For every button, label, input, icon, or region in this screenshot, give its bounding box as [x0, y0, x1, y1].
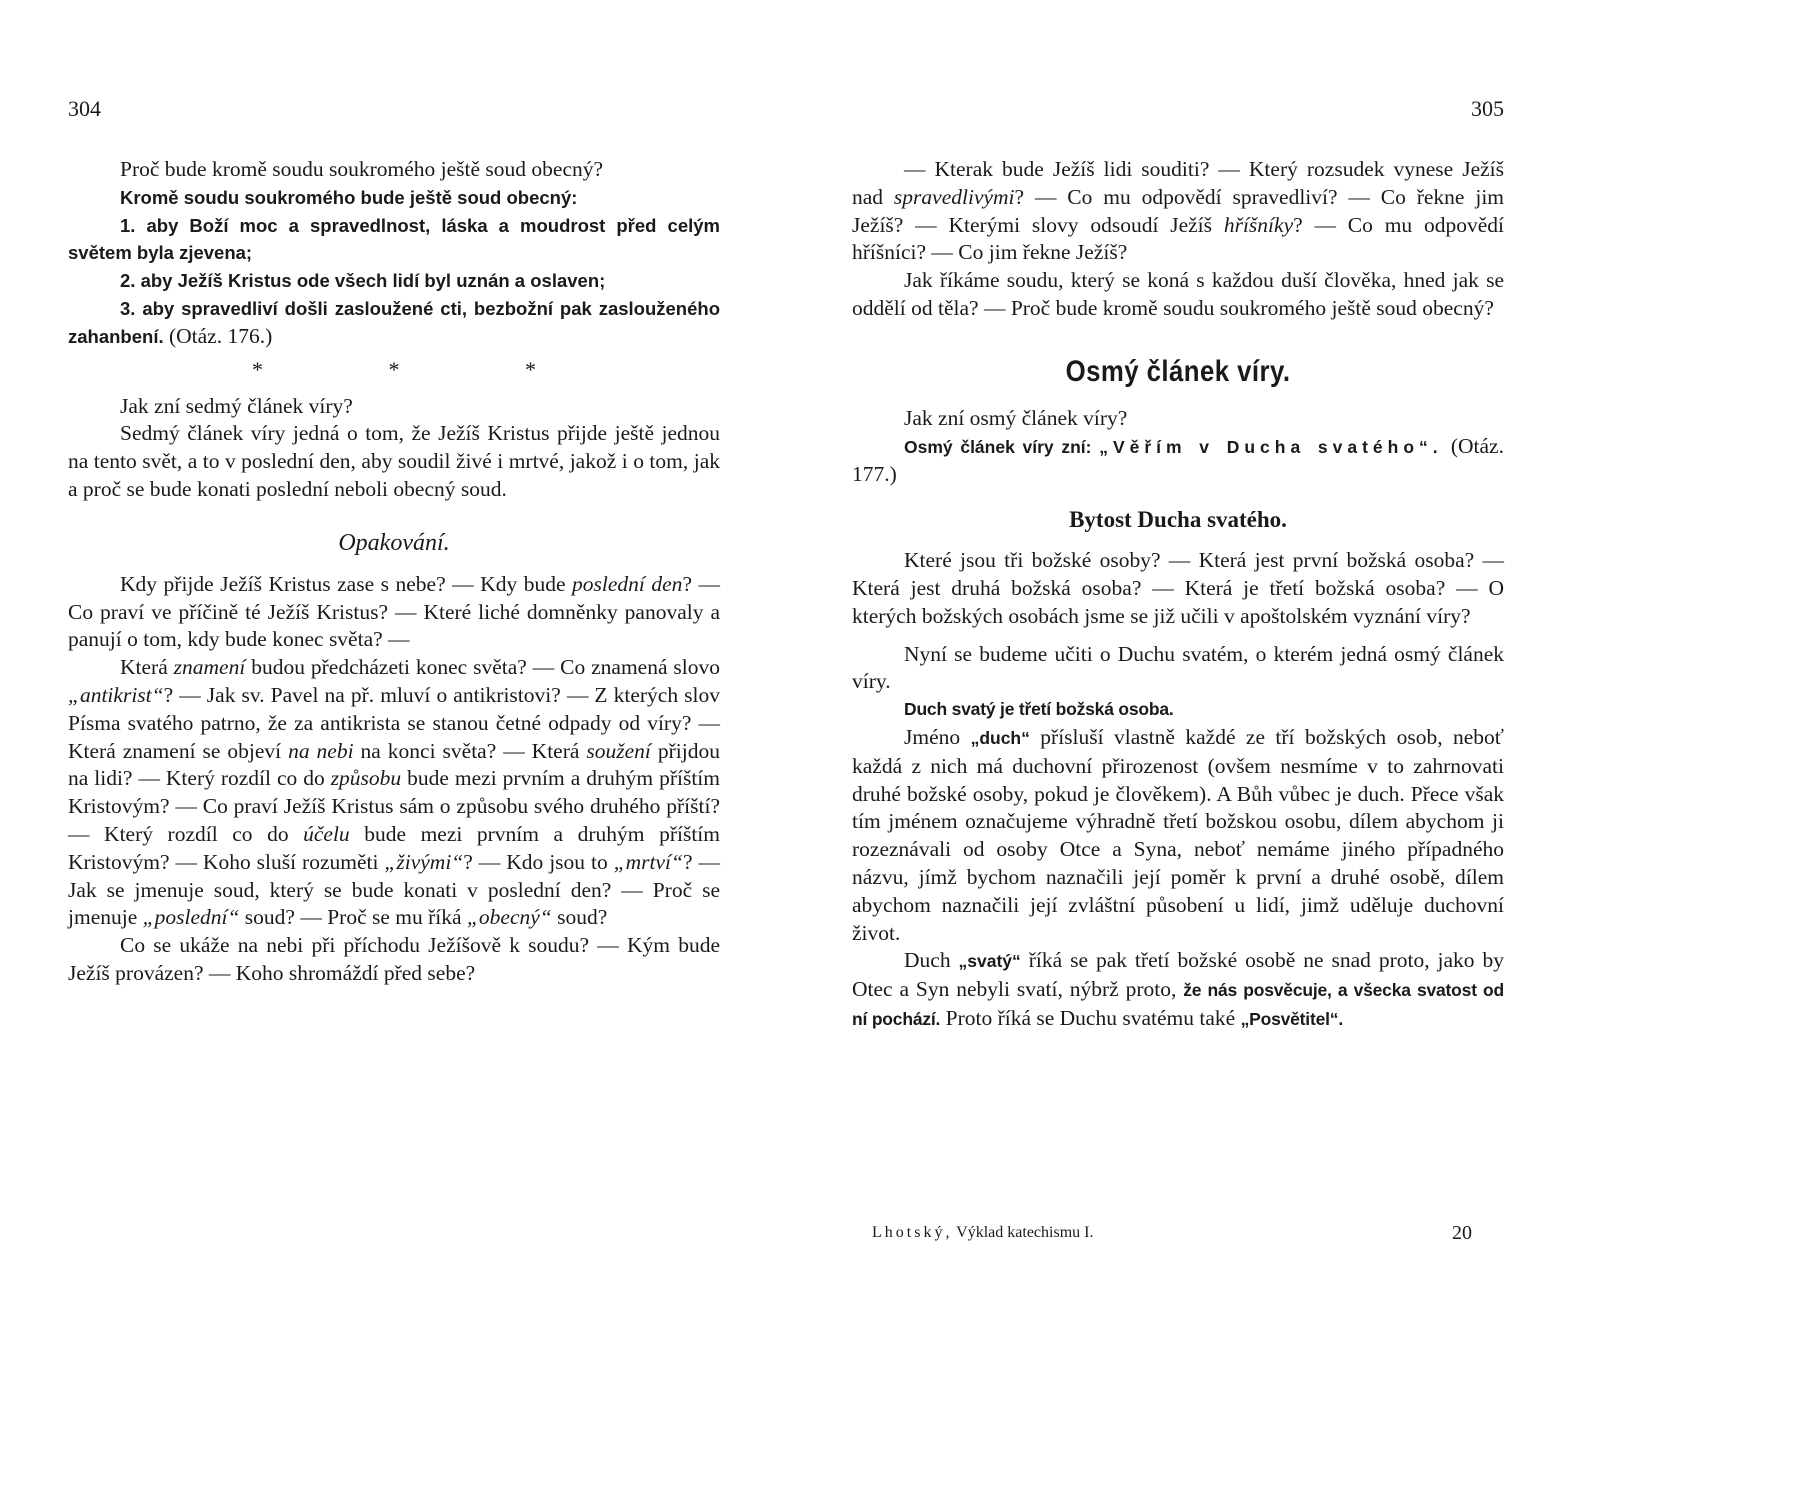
text-run: bude mezi prvním a druhým příštím Kristovým? — Co praví Ježíš Kristus sám o způsobu svého druhého příští? — Který rozdíl co do — [68, 766, 721, 846]
answer-intro: Kromě soudu soukromého bude ještě soud obecný: — [120, 186, 578, 208]
review-paragraph-1 — [68, 571, 720, 654]
text-run: ? — Kdo jsou to — [463, 849, 614, 874]
text-run: přijdou na lidi? — Který rozdíl co do — [68, 738, 720, 791]
italic-run: „mrtví“ — [613, 849, 683, 874]
text-run: Duch — [904, 948, 959, 973]
italic-run: „antikrist“ — [68, 682, 164, 707]
text-run: Která — [120, 655, 174, 680]
paragraph-name-holy — [852, 947, 1504, 1033]
answer-eighth-article — [852, 433, 1504, 490]
text-run: — Kterak bude Ježíš lidi souditi? — Který rozsudek vynese Ježíš nad — [852, 157, 1504, 209]
paragraph-holy-spirit-intro: Nyní se budeme učiti o Duchu svatém, o kterém jedná osmý článek víry. — [852, 641, 1504, 694]
text-run: soud? — Proč se mu říká — [239, 905, 467, 930]
text-run: Jméno — [904, 724, 971, 749]
left-column — [68, 156, 720, 988]
bold-run: „svatý“ — [958, 951, 1021, 972]
question-general-judgment: Proč bude kromě soudu soukromého ještě soud obecný? — [120, 157, 604, 181]
italic-run: soužení — [586, 738, 651, 763]
answer-item-1: 1. aby Boží moc a spravedlnost, láska a moudrost před celým světem byla zjevena; — [68, 214, 720, 264]
review-paragraph-2 — [68, 654, 720, 932]
text-run: ? — Jak se jmenuje soud, který se bude konati v poslední den? — Proč se jmenuje — [68, 849, 720, 930]
thesis-third-person: Duch svatý je třetí božská osoba. — [904, 699, 1174, 720]
italic-run: na nebi — [288, 738, 354, 763]
paragraph-gap — [852, 631, 1504, 641]
review-paragraph-3: Co se ukáže na nebi při příchodu Ježíšově k soudu? — Kým bude Ježíš provázen? — Koho shromáždí před sebe? — [68, 933, 720, 985]
question-eighth-article: Jak zní osmý článek víry? — [904, 405, 1128, 430]
text-run: ? — Co praví ve příčině té Ježíš Kristus? — Které liché domněnky panovaly a panují o tom, kdy bude konec světa? — — [68, 571, 720, 652]
footer-book-title: Výklad katechismu I. — [956, 1224, 1094, 1241]
text-run: Proto říká se Duchu svatému také — [940, 1005, 1241, 1030]
review-heading: Opakování. — [338, 529, 450, 556]
text-run: říká se pak třetí božské osobě ne snad proto, jako by Otec a Syn nebyli svatí, nýbrž proto, — [852, 948, 1504, 1002]
answer-item-3: 3. aby spravedliví došli zasloužené cti, bezbožní pak zaslouženého zahanbení. — [68, 297, 720, 347]
italic-run: spravedlivými — [893, 184, 1015, 209]
italic-run: účelu — [303, 821, 350, 846]
answer-eighth-intro: Osmý článek víry zní: — [904, 436, 1100, 457]
text-run: ? — Jak sv. Pavel na př. mluví o antikristovi? — Z kterých slov Písma svatého patrno, že za antikrista se stanou četné odpady od víry? — Která znamení se objeví — [68, 682, 720, 763]
paragraph-divine-persons: Které jsou tři božské osoby? — Která jest první božská osoba? — Která jest druhá božská osoba? — Která je třetí božská osoba? — O kterých božských osobách jsme se již učili v apoštolském vyznání víry? — [852, 548, 1504, 628]
review-paragraph-judgment: Jak říkáme soudu, který se koná s každou duší člověka, hned jak se oddělí od těla? — Proč bude kromě soudu soukromého ještě soud obecný? — [852, 268, 1504, 320]
italic-run: hříšníky — [1223, 212, 1294, 237]
text-run: ? — Co mu odpovědí spravedliví? — Co řekne jim Ježíš? — Kterými slovy odsoudí Ježíš — [852, 184, 1505, 237]
seventh-article-explanation: Sedmý článek víry jedná o tom, že Ježíš Kristus přijde ještě jednou na tento svět, a to v poslední den, aby soudil živé i mrtvé, jakož i o tom, jak a proč se bude konati poslední neboli obecný soud. — [68, 421, 720, 501]
answer-eighth-reference: (Otáz. 177.) — [852, 433, 1504, 487]
page-number-right: 305 — [1471, 96, 1504, 121]
signature-number: 20 — [1452, 1222, 1472, 1244]
right-column — [852, 156, 1504, 1034]
answer-reference: (Otáz. 176.) — [168, 323, 273, 348]
review-paragraph-continued — [852, 156, 1504, 267]
answer-item-2: 2. aby Ježíš Kristus ode všech lidí byl uznán a oslaven; — [120, 270, 606, 292]
italic-run: „poslední“ — [142, 905, 240, 930]
italic-run: znamení — [173, 655, 246, 680]
italic-run: „živými“ — [384, 849, 464, 874]
text-run: budou předcházeti konec světa? — Co znamená slovo — [245, 655, 720, 680]
chapter-title: Osmý článek víry. — [1065, 354, 1291, 388]
italic-run: způsobu — [330, 766, 402, 791]
page-footer — [872, 1224, 1472, 1242]
section-subheading: Bytost Ducha svatého. — [1069, 507, 1287, 533]
footer-author: Lhotský, — [872, 1224, 953, 1241]
page-number-left: 304 — [68, 96, 101, 121]
text-run: bude mezi prvním a druhým příštím Kristovým? — Koho sluší rozuměti — [68, 821, 720, 874]
bold-run: že nás posvěcuje, a všecka svatost od ní pochází. — [852, 980, 1504, 1029]
text-run: na konci světa? — Která — [353, 738, 587, 763]
text-run: soud? — [551, 905, 608, 930]
italic-run: poslední den — [572, 571, 683, 596]
bold-run: „Posvětitel“. — [1240, 1008, 1343, 1029]
paragraph-name-spirit — [852, 724, 1504, 947]
answer-item-3-paragraph — [68, 295, 720, 351]
section-separator: * * * — [252, 356, 596, 382]
bold-run: „duch“ — [970, 727, 1030, 748]
answer-eighth-quote: „Věřím v Ducha svatého“. — [1099, 436, 1443, 457]
question-seventh-article: Jak zní sedmý článek víry? — [120, 393, 353, 418]
italic-run: „obecný“ — [466, 905, 552, 930]
text-run: ? — Co mu odpovědí hříšníci? — Co jim řekne Ježíš? — [852, 212, 1504, 265]
text-run: Kdy přijde Ježíš Kristus zase s nebe? — Kdy bude — [120, 571, 573, 596]
text-run: přísluší vlastně každé ze tří božských osob, neboť každá z nich má duchovní přirozenost (ovšem nesmíme v to zahrnovati druhé božské osoby, pokud je člověkem). A Bůh vůbec je duch. Přece však tím jménem označujeme výhradně třetí božskou osobu, dílem abychom ji rozeznávali od osoby Otce a Syna, neboť nemáme jiného případného názvu, jímž bychom naznačili její poměr k první a druhé osobě, dílem abychom naznačili její zvláštní působení u lidí, jimž uděluje duchovní život. — [852, 724, 1504, 945]
